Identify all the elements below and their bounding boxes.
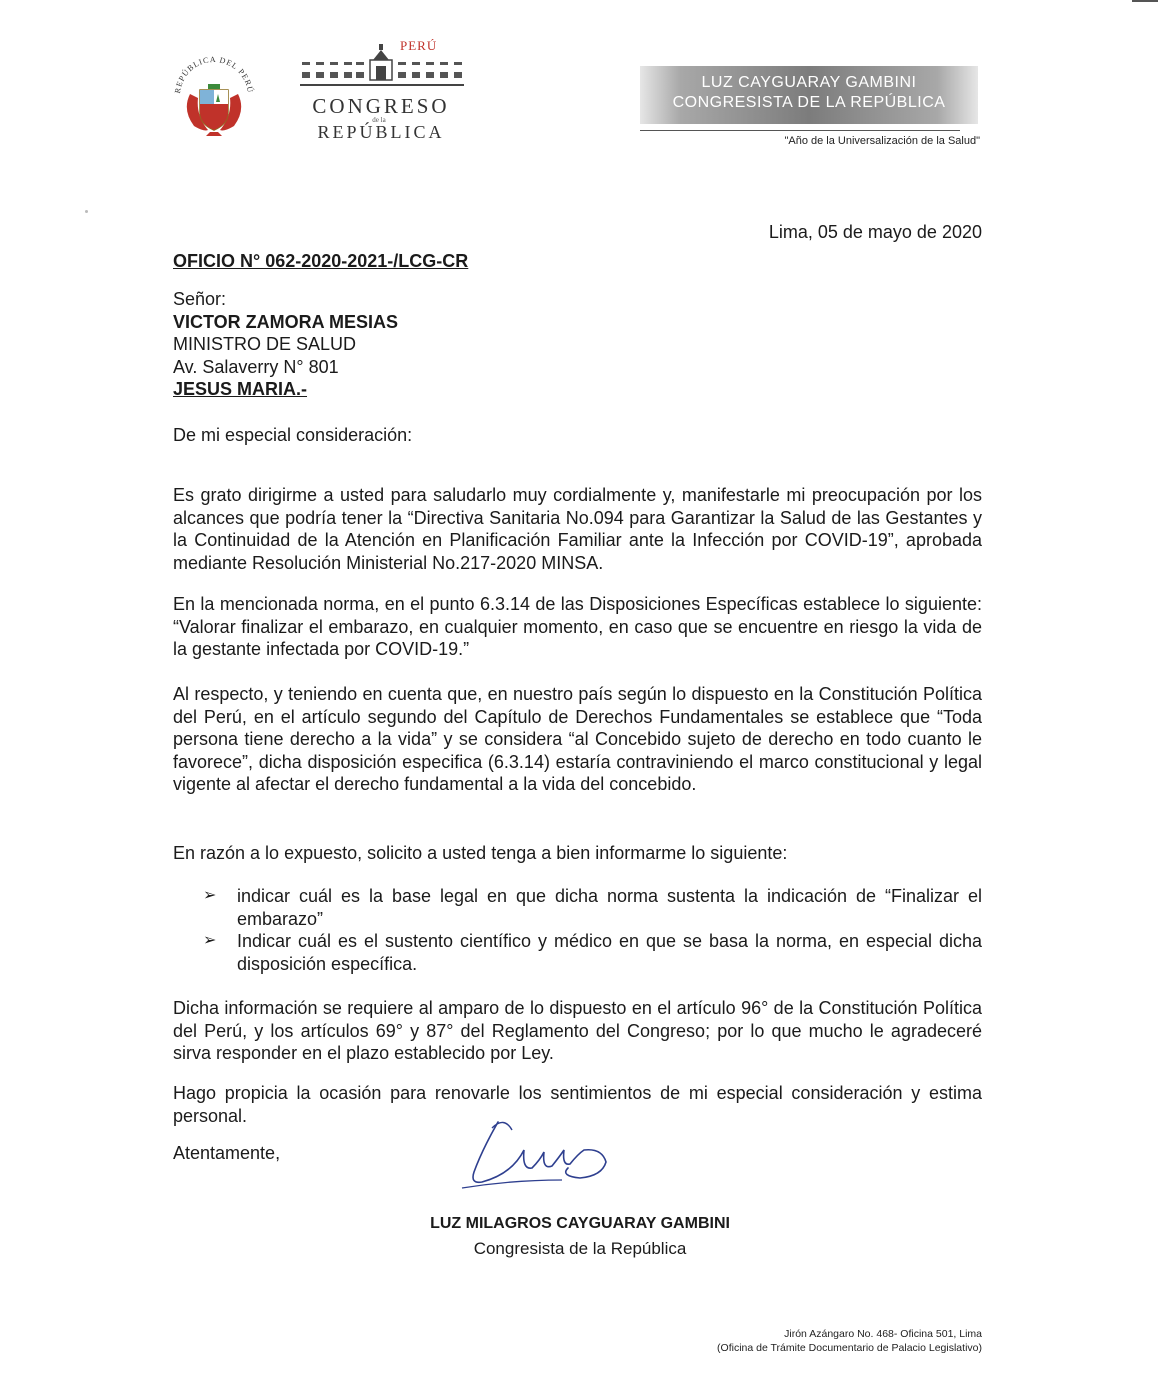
scan-artifact — [85, 210, 88, 213]
brand-country: PERÚ — [400, 38, 438, 53]
scan-edge-mark — [1132, 0, 1158, 2]
paragraph-2: En la mencionada norma, en el punto 6.3.14 de las Disposiciones Específicas establece lo siguiente: “Valorar finalizar el embarazo, en cualquier momento, en caso que se encuentre en riesgo la vida de la gestante infectada por COVID-19.” — [173, 594, 982, 659]
paragraph-1: Es grato dirigirme a usted para saludarlo muy cordialmente y, manifestarle mi preocupación por los alcances que podría tener la “Directiva Sanitaria No.094 para Garantizar la Salud de las Gestantes y la Continuidad de la Atención en Planificación Familiar ante la Infección por COVID-19”, aprobada mediante Resolución Ministerial No.217-2020 MINSA. — [173, 485, 982, 573]
peru-coat-of-arms — [168, 50, 260, 142]
request-list — [203, 885, 982, 975]
footer-line-2: (Oficina de Trámite Documentario de Palacio Legislativo) — [717, 1342, 982, 1354]
signer-title: Congresista de la República — [473, 1239, 687, 1258]
congresswoman-banner — [640, 66, 978, 124]
list-item — [203, 930, 982, 975]
list-item — [203, 885, 982, 930]
closing: Atentamente, — [173, 1143, 281, 1163]
signature-icon — [452, 1110, 612, 1200]
list-item-text: indicar cuál es la base legal en que dicha norma sustenta la indicación de “Finalizar el embarazo” — [237, 886, 982, 929]
arrow-bullet-icon: ➢ — [203, 887, 217, 904]
coat-of-arms-icon — [168, 50, 260, 142]
salutation: Señor: — [173, 289, 227, 309]
brand-name-line2: REPÚBLICA — [317, 122, 445, 142]
recipient-name: VICTOR ZAMORA MESIAS — [173, 311, 399, 332]
brand-name-middle: de la — [372, 116, 386, 124]
brand-name-line1: CONGRESO — [312, 94, 450, 118]
banner-title: CONGRESISTA DE LA REPÚBLICA — [672, 94, 946, 111]
banner-divider — [640, 130, 960, 131]
banner-name: LUZ CAYGUARAY GAMBINI — [701, 74, 917, 91]
svg-text:REPÚBLICA DEL PERÚ: REPÚBLICA DEL PERÚ — [173, 54, 255, 94]
recipient-title: MINISTRO DE SALUD — [173, 334, 357, 354]
arrow-bullet-icon: ➢ — [203, 932, 217, 949]
letter-date: Lima, 05 de mayo de 2020 — [768, 222, 982, 242]
paragraph-4: En razón a lo expuesto, solicito a usted tenga a bien informarme lo siguiente: — [173, 843, 788, 863]
addressee-block — [173, 288, 398, 401]
greeting: De mi especial consideración: — [173, 425, 413, 445]
congress-building-icon — [298, 44, 464, 90]
paragraph-6: Hago propicia la ocasión para renovarle los sentimientos de mi especial consideración y estima personal. — [173, 1083, 982, 1126]
year-motto: "Año de la Universalización de la Salud" — [784, 135, 980, 147]
footer-line-1: Jirón Azángaro No. 468- Oficina 501, Lima — [784, 1328, 982, 1340]
footer-address — [660, 1327, 982, 1355]
signer-name: LUZ MILAGROS CAYGUARAY GAMBINI — [430, 1215, 730, 1232]
paragraph-3: Al respecto, y teniendo en cuenta que, en nuestro país según lo dispuesto en la Constitución Política del Perú, en el artículo segundo del Capítulo de Derechos Fundamentales se establece que “Toda persona tiene derecho a la vida” y se considera “al Concebido sujeto de derecho en todo cuanto le favorece”, dicha disposición especifica (6.3.14) estaría contraviniendo el marco constitucional y legal vigente al afectar el derecho fundamental a la vida del concebido. — [173, 684, 982, 794]
recipient-district: JESUS MARIA.- — [173, 379, 308, 399]
congreso-logo — [296, 38, 466, 142]
list-item-text: Indicar cuál es el sustento científico y médico en que se basa la norma, en especial dicha disposición específica. — [237, 931, 982, 974]
letter-reference: OFICIO N° 062-2020-2021-/LCG-CR — [173, 251, 469, 271]
paragraph-5: Dicha información se requiere al amparo de lo dispuesto en el artículo 96° de la Constitución Política del Perú, y los artículos 69° y 87° del Reglamento del Congreso; por lo que mucho le agradeceré sirva responder en el plazo establecido por Ley. — [173, 998, 982, 1063]
recipient-address: Av. Salaverry N° 801 — [173, 356, 339, 377]
handwritten-signature — [452, 1110, 612, 1200]
